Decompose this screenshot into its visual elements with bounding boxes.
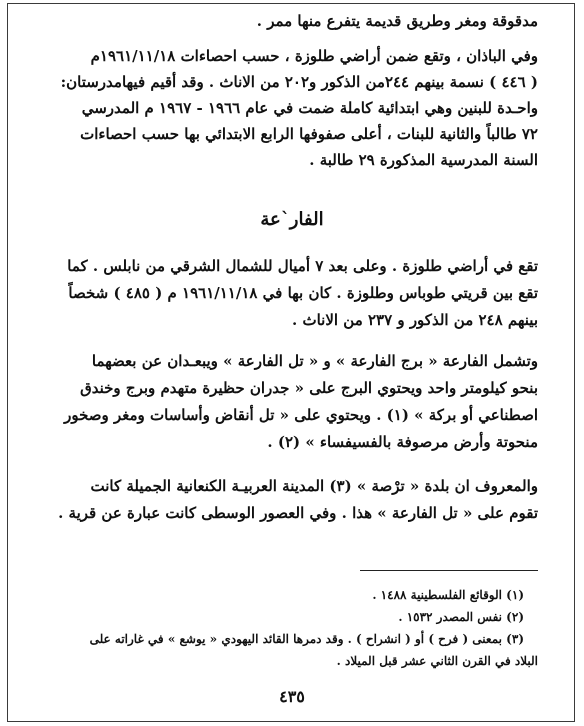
footnote-separator [360,570,538,571]
text-line: وفي الباذان ، وتقع ضمن أراضي طلوزة ، حسب احصاءات ١٩٦١/١١/١٨م [90,47,538,65]
text-line: واحـدة للبنين وهي ابتدائية كاملة ضمت في عام ١٩٦٦ - ١٩٦٧ م المدرسي [81,99,538,117]
section-title: الفار`عة [260,209,324,230]
text-line: مدقوقة ومغر وطريق قديمة يتفرع منها ممر . [256,12,538,30]
text-line: والمعروف ان بلدة « ترْصة » (٣) المدينة العربيـة الكنعانية الجميلة كانت [90,477,538,495]
text-line: تقع في أراضي طلوزة . وعلى بعد ٧ أميال للشمال الشرقي من نابلس . كما [67,257,538,275]
text-line: ٧٢ طالباً والثانية للبنات ، أعلى صفوفها الرابع الابتدائي بها حسب احصاءات [80,125,538,143]
text-line: منحوتة وأرض مرصوفة بالفسيفساء » (٢) . [267,433,538,451]
page-frame [7,3,575,722]
text-line: اصطناعي أو بركة » (١) . ويحتوي على « تل أنقاض وأساسات ومغر وصخور [64,406,538,424]
footnote: (١) الوقائع الفلسطينية ١٤٨٨ . [372,588,524,602]
text-line: تقوم على « تل الفارعة » هذا . وفي العصور الوسطى كانت عبارة عن قرية . [58,504,538,522]
text-line: السنة المدرسية المذكورة ٢٩ طالبة . [309,151,538,169]
text-line: وتشمل الفارعة « برج الفارعة » و « تل الفارعة » ويبعـدان عن بعضهما [91,352,538,370]
footnote: (٢) نفس المصدر ١٥٣٢ . [398,610,524,624]
book-page [46,4,538,721]
text-line: تقع بين قريتي طوباس وطلوزة . كان بها في ١٩٦١/١١/١٨ م ( ٤٨٥ ) شخصاً [68,284,538,302]
page-number: ٤٣٥ [279,687,305,706]
footnote: (٣) بمعنى ( فرح ) أو ( انشراح ) . وقد دمرها القائد اليهودي « يوشع » في غاراته على [89,632,524,646]
text-line: ( ٤٤٦ ) نسمة بينهم ٢٤٤من الذكور و٢٠٢ من الاناث . وقد أقيم فيهامدرستان: [60,73,538,91]
text-line: بينهم ٢٤٨ من الذكور و ٢٣٧ من الاناث . [292,311,538,329]
footnote: البلاد في القرن الثاني عشر قبل الميلاد . [336,654,538,668]
text-line: بنحو كيلومتر واحد ويحتوي البرج على « جدران حظيرة متهدم وبرج وخندق [80,379,538,397]
